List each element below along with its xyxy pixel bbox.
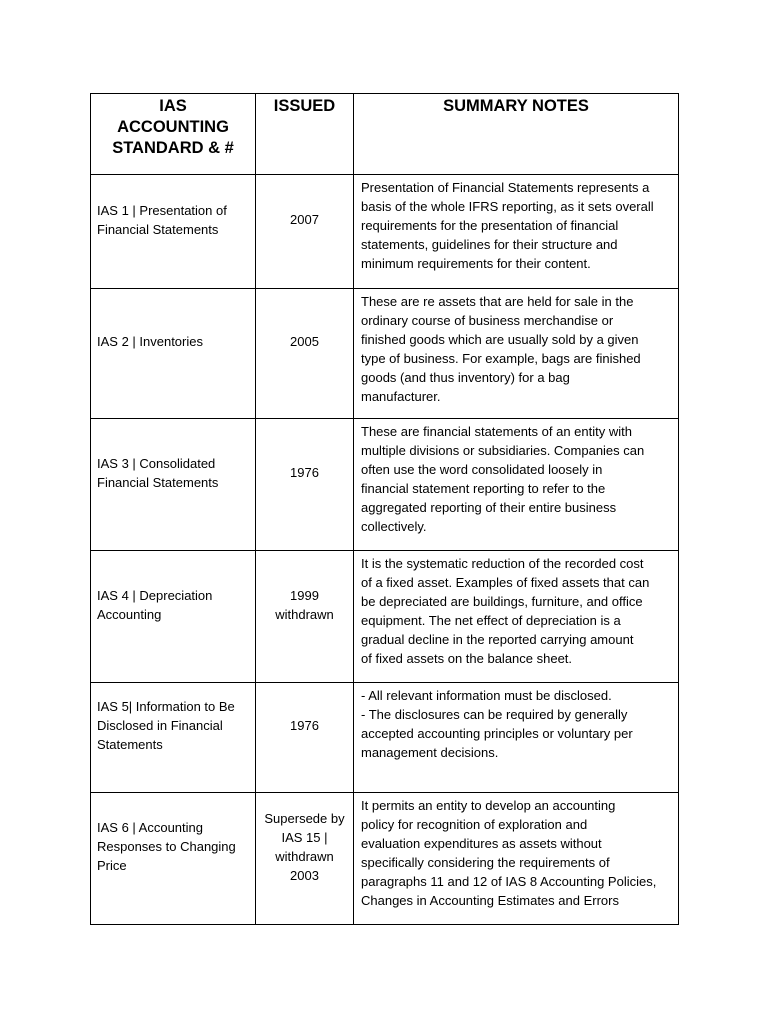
- summary-cell: [354, 419, 679, 551]
- table-row: [91, 551, 679, 683]
- standard-text: IAS 5| Information to Be: [97, 699, 235, 714]
- table-header-row: [91, 94, 679, 175]
- issued-text: 2003: [290, 867, 319, 883]
- standard-text: Financial Statements: [97, 474, 219, 490]
- summary-text: It is the systematic reduction of the recorded cost: [361, 556, 644, 571]
- issued-text: Supersede by: [264, 810, 345, 826]
- standard-cell: [91, 175, 256, 289]
- standard-text: Financial Statements: [97, 221, 219, 237]
- standard-cell: [91, 419, 256, 551]
- table-row: [91, 793, 679, 925]
- summary-text: requirements for the presentation of financial: [361, 218, 619, 233]
- standard-text: Price: [97, 858, 127, 873]
- summary-cell: [354, 289, 679, 419]
- issued-cell: [256, 289, 354, 419]
- header-standard-line: STANDARD & #: [112, 139, 234, 157]
- table-row: [91, 289, 679, 419]
- standard-text: IAS 6 | Accounting: [97, 820, 203, 835]
- summary-text: statements, guidelines for their structure and: [361, 237, 618, 252]
- summary-text: accepted accounting principles or voluntary per: [361, 726, 633, 741]
- summary-text: It permits an entity to develop an accounting: [361, 798, 616, 813]
- header-standard-line: IAS: [159, 97, 187, 115]
- summary-text: finished goods which are usually sold by a given: [361, 332, 639, 347]
- issued-text: IAS 15 |: [281, 829, 328, 845]
- table-row: [91, 683, 679, 793]
- standard-text: IAS 3 | Consolidated: [97, 455, 216, 471]
- summary-text: aggregated reporting of their entire business: [361, 500, 617, 515]
- summary-cell: [354, 175, 679, 289]
- summary-text: goods (and thus inventory) for a bag: [361, 370, 570, 385]
- table-row: [91, 419, 679, 551]
- issued-text: 1976: [290, 718, 319, 733]
- issued-cell: [256, 175, 354, 289]
- summary-cell: [354, 551, 679, 683]
- summary-text: management decisions.: [361, 745, 499, 760]
- table-row: [91, 175, 679, 289]
- issued-cell: [256, 419, 354, 551]
- summary-text: of fixed assets on the balance sheet.: [361, 651, 573, 666]
- summary-text: basis of the whole IFRS reporting, as it sets overall: [361, 199, 654, 214]
- standard-cell: [91, 289, 256, 419]
- standard-text: Accounting: [97, 606, 162, 622]
- summary-cell: [354, 793, 679, 925]
- ias-standards-table: [90, 93, 679, 925]
- issued-text: 2007: [290, 212, 319, 227]
- issued-text: withdrawn: [275, 848, 334, 864]
- summary-text: financial statement reporting to refer to the: [361, 481, 606, 496]
- summary-text: - All relevant information must be disclosed.: [361, 688, 612, 703]
- summary-text: Changes in Accounting Estimates and Errors: [361, 893, 619, 908]
- summary-text: of a fixed asset. Examples of fixed assets that can: [361, 575, 650, 590]
- summary-text: policy for recognition of exploration and: [361, 817, 588, 832]
- standard-text: Disclosed in Financial: [97, 718, 223, 733]
- standard-text: Responses to Changing: [97, 839, 236, 854]
- standard-text: Statements: [97, 737, 163, 752]
- header-issued: [256, 94, 354, 175]
- issued-text: withdrawn: [275, 606, 334, 622]
- issued-cell: [256, 683, 354, 793]
- standard-text: IAS 2 | Inventories: [97, 334, 203, 349]
- issued-cell: [256, 793, 354, 925]
- header-summary-label: SUMMARY NOTES: [443, 97, 589, 115]
- summary-text: These are financial statements of an entity with: [361, 424, 632, 439]
- summary-text: gradual decline in the reported carrying amount: [361, 632, 634, 647]
- standard-text: IAS 1 | Presentation of: [97, 202, 227, 218]
- standard-cell: [91, 683, 256, 793]
- issued-text: 1976: [290, 465, 319, 480]
- header-issued-label: ISSUED: [273, 97, 336, 115]
- summary-text: type of business. For example, bags are finished: [361, 351, 641, 366]
- summary-text: These are re assets that are held for sale in the: [361, 294, 634, 309]
- summary-text: specifically considering the requirements of: [361, 855, 610, 870]
- summary-text: Presentation of Financial Statements represents a: [361, 180, 650, 195]
- summary-text: multiple divisions or subsidiaries. Companies can: [361, 443, 645, 458]
- summary-text: paragraphs 11 and 12 of IAS 8 Accounting Policies,: [361, 874, 657, 889]
- header-summary: [354, 94, 679, 175]
- header-standard: [91, 94, 256, 175]
- summary-text: minimum requirements for their content.: [361, 256, 591, 271]
- summary-cell: [354, 683, 679, 793]
- summary-text: evaluation expenditures as assets without: [361, 836, 602, 851]
- standard-cell: [91, 551, 256, 683]
- standard-text: IAS 4 | Depreciation: [97, 587, 213, 603]
- summary-text: be depreciated are buildings, furniture, and office: [361, 594, 643, 609]
- summary-text: equipment. The net effect of depreciation is a: [361, 613, 621, 628]
- header-standard-line: ACCOUNTING: [117, 118, 229, 136]
- issued-text: 2005: [290, 334, 319, 349]
- issued-text: 1999: [290, 587, 319, 603]
- issued-cell: [256, 551, 354, 683]
- standard-cell: [91, 793, 256, 925]
- summary-text: - The disclosures can be required by generally: [361, 707, 628, 722]
- summary-text: often use the word consolidated loosely in: [361, 462, 603, 477]
- summary-text: ordinary course of business merchandise or: [361, 313, 614, 328]
- summary-text: collectively.: [361, 519, 427, 534]
- summary-text: manufacturer.: [361, 389, 441, 404]
